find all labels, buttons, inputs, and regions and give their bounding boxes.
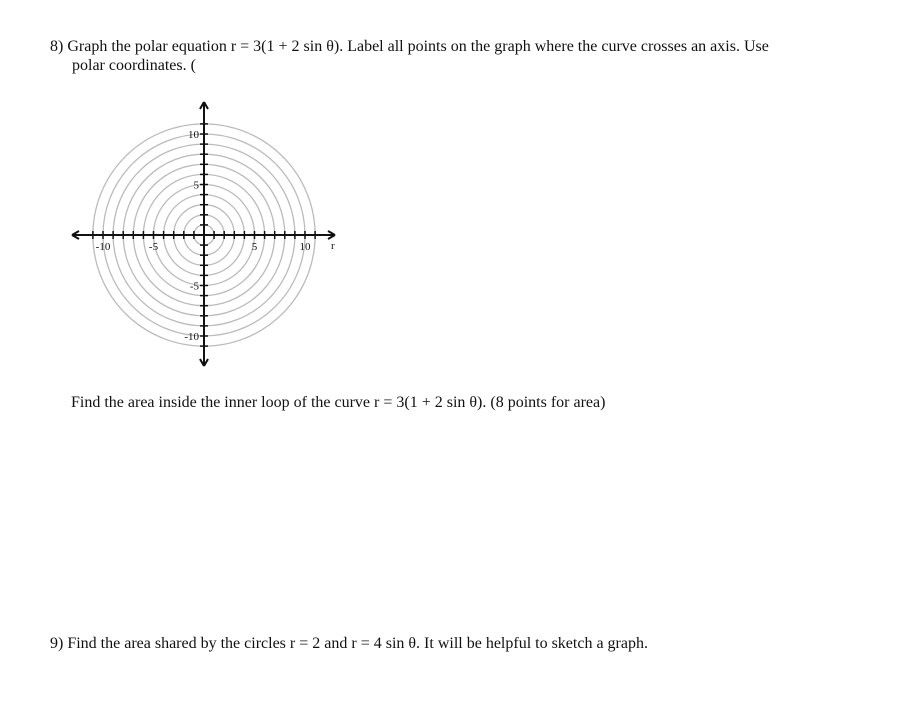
question-8-prompt-cont: polar coordinates. ( — [72, 57, 196, 74]
x-tick-label: -5 — [148, 241, 159, 253]
question-8-area-prompt: Find the area inside the inner loop of the curve r = 3(1 + 2 sin θ). (8 points for area) — [71, 394, 606, 411]
x-tick-label: 10 — [299, 241, 311, 253]
x-tick-label: 5 — [251, 241, 258, 253]
question-9-prompt: 9) Find the area shared by the circles r = 2 and r = 4 sin θ. It will be helpful to sketch a graph. — [50, 635, 648, 652]
question-8-prompt: 8) Graph the polar equation r = 3(1 + 2 sin θ). Label all points on the graph where the curve crosses an axis. Use — [50, 38, 769, 55]
y-tick-label: 5 — [193, 179, 199, 192]
x-tick-label: -10 — [95, 241, 111, 253]
y-tick-label: 10 — [188, 129, 199, 141]
y-tick-label: -10 — [184, 331, 199, 343]
y-tick-label: -5 — [189, 280, 199, 293]
axis-label-r: r — [331, 240, 335, 252]
